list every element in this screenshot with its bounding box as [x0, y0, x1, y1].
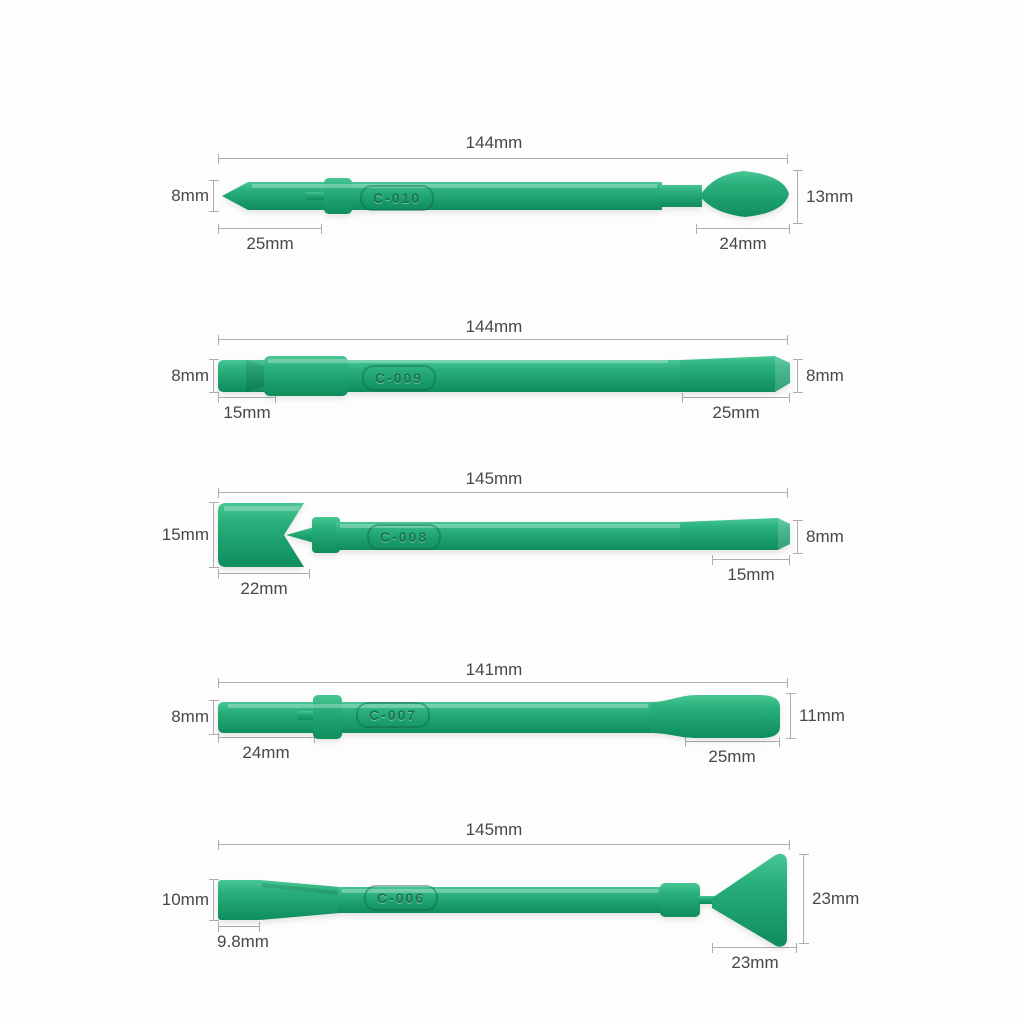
tool4-left-height-label: 8mm — [171, 707, 209, 726]
tool-c008-drawing — [200, 495, 800, 575]
tool2-length-label: 144mm — [465, 317, 523, 336]
tool4-right-width-label: 25mm — [708, 747, 756, 766]
tool-c006-drawing — [200, 845, 810, 965]
tool3-angled-blade — [680, 518, 790, 550]
tool1-neck — [660, 185, 702, 207]
tool2-right-height-label: 8mm — [806, 366, 844, 385]
tool2-angled-blade — [680, 356, 790, 392]
tool2-length-dimline — [218, 339, 788, 340]
tool3-blade-facet — [778, 518, 790, 550]
tool5-right-height-label: 23mm — [812, 889, 860, 908]
tool3-left-height-label: 15mm — [161, 525, 209, 544]
tool2-blade-facet — [775, 356, 790, 392]
tool1-clip-pin — [306, 192, 324, 200]
tool-c010-drawing — [200, 163, 800, 233]
tool-c009-drawing — [200, 353, 800, 403]
tool5-chisel-blade — [218, 880, 262, 920]
tool1-length-dimline — [218, 158, 788, 159]
tool4-right-height-label: 11mm — [799, 706, 845, 725]
tool4-paddle — [650, 695, 780, 738]
tool3-paddle-highlight — [224, 506, 300, 511]
tool5-left-height-label: 10mm — [161, 890, 209, 909]
tool1-highlight — [252, 184, 657, 188]
tool4-left-width-label: 24mm — [242, 743, 290, 762]
tool1-right-height-label: 13mm — [806, 187, 854, 206]
tool1-left-width-label: 25mm — [246, 234, 294, 253]
tool-c007-drawing — [200, 685, 800, 745]
tool1-leaf-tip — [700, 171, 789, 217]
tool4-highlight — [228, 704, 648, 708]
tool5-fan-scraper — [712, 854, 787, 947]
tool1-clip — [324, 178, 352, 214]
tool3-left-width-label: 22mm — [240, 579, 288, 598]
tool5-length-label: 145mm — [465, 820, 523, 839]
tool4-length-dimline — [218, 682, 788, 683]
tool4-clip-pin — [297, 711, 315, 720]
tool1-left-height-label: 8mm — [171, 186, 209, 205]
tool3-length-label: 145mm — [465, 469, 523, 488]
tool3-length-dimline — [218, 492, 788, 493]
tool2-right-width-label: 25mm — [712, 403, 760, 422]
tool1-model-chip: C-010 — [360, 185, 434, 211]
tool4-length-label: 141mm — [465, 660, 523, 679]
tool1-length-label: 144mm — [465, 133, 523, 152]
tool2-highlight — [268, 359, 668, 363]
tool3-right-width-label: 15mm — [727, 565, 775, 584]
tool1-right-width-label: 24mm — [719, 234, 767, 253]
tool5-right-width-label: 23mm — [731, 953, 779, 972]
tool3-collar — [312, 517, 340, 553]
tool5-left-width-label: 9.8mm — [217, 932, 269, 951]
tool5-collar — [660, 883, 700, 917]
tool3-model-chip: C-008 — [367, 524, 441, 550]
tool3-right-height-label: 8mm — [806, 527, 844, 546]
tool2-left-height-label: 8mm — [171, 366, 209, 385]
tool2-left-width-label: 15mm — [223, 403, 271, 422]
tool2-model-chip: C-009 — [362, 365, 436, 391]
tool4-model-chip: C-007 — [356, 702, 430, 728]
tool4-clip — [313, 695, 342, 739]
tool5-model-chip: C-006 — [364, 885, 438, 911]
